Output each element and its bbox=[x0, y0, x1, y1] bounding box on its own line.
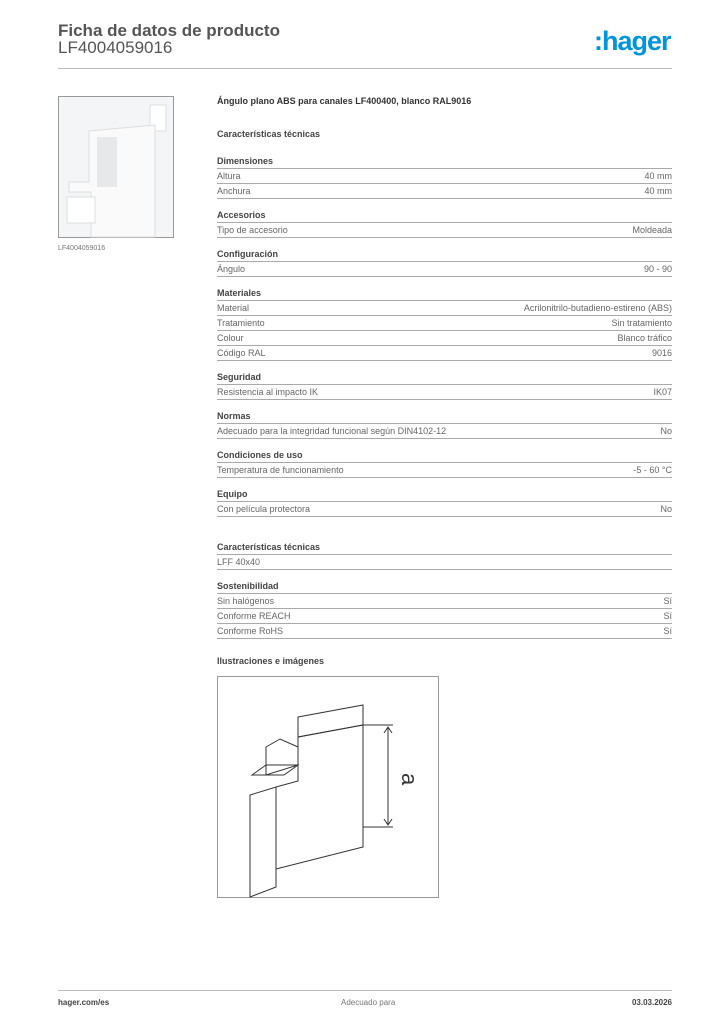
spec-row bbox=[217, 346, 672, 361]
spec-label: Sin halógenos bbox=[217, 596, 275, 606]
spec-section bbox=[217, 248, 672, 277]
header-divider bbox=[58, 68, 672, 69]
spec-value: 40 mm bbox=[644, 186, 672, 196]
spec-value: 90 - 90 bbox=[643, 264, 672, 274]
spec-value: Sí bbox=[663, 626, 672, 636]
page-title: Ficha de datos de producto bbox=[58, 21, 280, 40]
spec-label: Tratamiento bbox=[217, 318, 265, 328]
characteristics-heading: Características técnicas bbox=[217, 129, 321, 139]
spec-row bbox=[217, 594, 672, 609]
spec-row bbox=[217, 169, 672, 184]
section-title: Normas bbox=[217, 410, 672, 424]
spec-value: No bbox=[660, 504, 672, 514]
spec-section bbox=[217, 287, 672, 361]
spec-label: Altura bbox=[217, 171, 241, 181]
spec-row bbox=[217, 316, 672, 331]
spec-label: Adecuado para la integridad funcional según DIN4102-12 bbox=[217, 426, 447, 436]
section-title: Equipo bbox=[217, 488, 672, 502]
spec-content bbox=[217, 96, 672, 649]
spec-label: Colour bbox=[217, 333, 244, 343]
spec-label: Material bbox=[217, 303, 250, 313]
section-title: Condiciones de uso bbox=[217, 449, 672, 463]
spec-value: IK07 bbox=[653, 387, 672, 397]
spec-row bbox=[217, 555, 672, 570]
spec-section bbox=[217, 488, 672, 517]
spec-value: Blanco tráfico bbox=[617, 333, 672, 343]
spec-row bbox=[217, 301, 672, 316]
spec-row bbox=[217, 624, 672, 639]
spec-section bbox=[217, 580, 672, 639]
section-title: Seguridad bbox=[217, 371, 672, 385]
spec-label: LFF 40x40 bbox=[217, 557, 261, 567]
spec-label: Tipo de accesorio bbox=[217, 225, 288, 235]
product-image bbox=[58, 96, 174, 238]
illustrations-heading: Ilustraciones e imágenes bbox=[217, 656, 325, 666]
spec-value: Moldeada bbox=[632, 225, 672, 235]
spec-row bbox=[217, 463, 672, 478]
spec-value: Acrilonitrilo-butadieno-estireno (ABS) bbox=[523, 303, 672, 313]
footer-divider bbox=[58, 990, 672, 991]
spec-value: 40 mm bbox=[644, 171, 672, 181]
footer-website: hager.com/es bbox=[58, 998, 110, 1007]
spec-label: Conforme RoHS bbox=[217, 626, 284, 636]
hager-logo: :hager bbox=[594, 26, 671, 56]
spec-value: No bbox=[660, 426, 672, 436]
product-description: Ángulo plano ABS para canales LF400400, blanco RAL9016 bbox=[217, 96, 472, 106]
spec-value: 9016 bbox=[651, 348, 672, 358]
section-title: Accesorios bbox=[217, 209, 672, 223]
section-title: Materiales bbox=[217, 287, 672, 301]
spec-label: Conforme REACH bbox=[217, 611, 291, 621]
spec-row bbox=[217, 609, 672, 624]
dimension-drawing bbox=[217, 676, 439, 898]
section-title: Características técnicas bbox=[217, 541, 672, 555]
product-code: LF4004059016 bbox=[58, 38, 173, 57]
spec-label: Resistencia al impacto IK bbox=[217, 387, 319, 397]
image-caption: LF4004059016 bbox=[58, 245, 106, 252]
spec-row bbox=[217, 184, 672, 199]
section-title: Dimensiones bbox=[217, 155, 672, 169]
spec-section bbox=[217, 410, 672, 439]
spec-label: Con película protectora bbox=[217, 504, 311, 514]
section-title: Sostenibilidad bbox=[217, 580, 672, 594]
spec-section bbox=[217, 449, 672, 478]
spec-value: -5 - 60 °C bbox=[633, 465, 672, 475]
spec-row bbox=[217, 262, 672, 277]
spec-section bbox=[217, 371, 672, 400]
spec-section bbox=[217, 209, 672, 238]
footer-center: Adecuado para bbox=[341, 998, 396, 1007]
section-title: Configuración bbox=[217, 248, 672, 262]
spec-section bbox=[217, 541, 672, 570]
spec-row bbox=[217, 223, 672, 238]
dimension-label: a bbox=[397, 773, 422, 786]
spec-label: Temperatura de funcionamiento bbox=[217, 465, 344, 475]
footer-date: 03.03.2026 bbox=[631, 998, 672, 1007]
spec-row bbox=[217, 502, 672, 517]
spec-row bbox=[217, 424, 672, 439]
spec-row bbox=[217, 385, 672, 400]
spec-value: Sin tratamiento bbox=[611, 318, 672, 328]
spec-label: Anchura bbox=[217, 186, 251, 196]
spec-value: Sí bbox=[663, 596, 672, 606]
spec-label: Ángulo bbox=[217, 264, 246, 274]
spec-row bbox=[217, 331, 672, 346]
spec-section bbox=[217, 155, 672, 199]
spec-label: Código RAL bbox=[217, 348, 266, 358]
spec-value: Sí bbox=[663, 611, 672, 621]
